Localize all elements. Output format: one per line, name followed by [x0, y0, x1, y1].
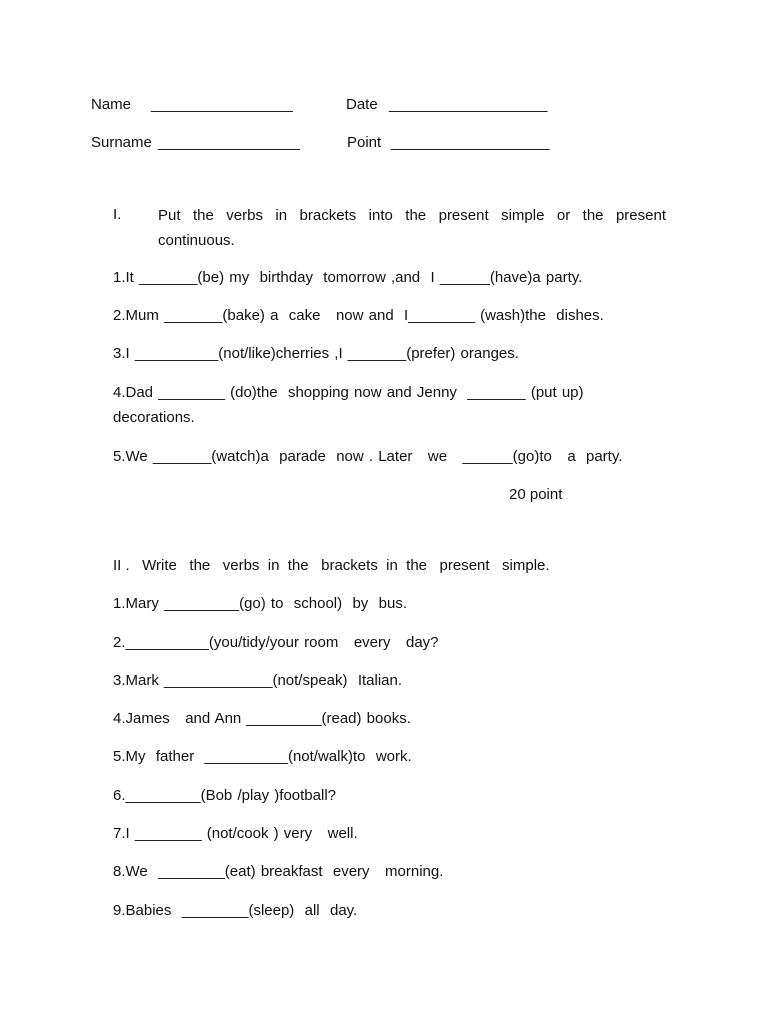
section-1-number: I. — [113, 206, 122, 223]
section-2-item-5: 5.My father __________(not/walk)to work. — [113, 748, 412, 765]
section-2-heading: II . Write the verbs in the brackets in the present simple. — [113, 557, 550, 574]
section-1-item-4: 4.Dad ________ (do)the shopping now and Jenny _______ (put up) — [113, 384, 584, 401]
date-label: Date — [346, 96, 378, 113]
section-1-instruction: Put the verbs in brackets into the present simple or the present continuous. — [158, 207, 666, 249]
section-2-item-3: 3.Mark _____________(not/speak) Italian. — [113, 672, 403, 689]
name-blank: _________________ — [151, 96, 293, 113]
point-blank: ___________________ — [391, 134, 550, 151]
point-label: Point — [347, 134, 382, 151]
section-1-item-1: 1.It _______(be) my birthday tomorrow ,and I ______(have)a party. — [113, 269, 583, 286]
section-1-item-2: 2.Mum _______(bake) a cake now and I________ (wash)the dishes. — [113, 307, 604, 324]
section-2-item-4: 4.James and Ann _________(read) books. — [113, 710, 411, 727]
surname-label: Surname — [91, 134, 152, 151]
section-2-item-2: 2.__________(you/tidy/your room every day? — [113, 634, 439, 651]
date-blank: ___________________ — [389, 96, 548, 113]
section-2-item-9: 9.Babies ________(sleep) all day. — [113, 902, 358, 919]
section-1-item-3: 3.I __________(not/like)cherries ,I _______(prefer) oranges. — [113, 345, 519, 362]
section-1-item-4-cont: decorations. — [113, 409, 195, 426]
section-2-item-8: 8.We ________(eat) breakfast every morning. — [113, 863, 444, 880]
section-1-item-5: 5.We _______(watch)a parade now . Later we ______(go)to a party. — [113, 448, 623, 465]
section-2-item-7: 7.I ________ (not/cook ) very well. — [113, 825, 358, 842]
section-2-item-6: 6._________(Bob /play )football? — [113, 787, 337, 804]
surname-blank: _________________ — [158, 134, 300, 151]
name-label: Name — [91, 96, 132, 113]
section-2-item-1: 1.Mary _________(go) to school) by bus. — [113, 595, 407, 612]
section-1-points: 20 point — [509, 486, 563, 503]
